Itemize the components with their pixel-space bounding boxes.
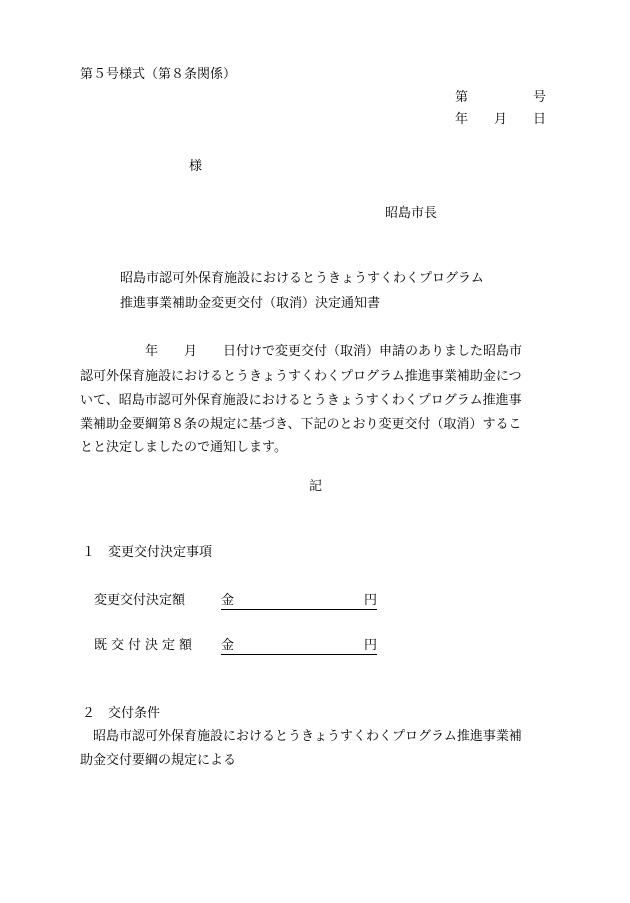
sender-name: 昭島市長 [385,206,438,221]
document-date: 年 月 日 [455,112,547,127]
body-line: いて、昭島市認可外保育施設におけるとうきょうすくわくプログラム推進事 [80,393,522,408]
ki-mark: 記 [309,479,323,494]
changed-amount-value: 金 円 [221,593,378,608]
recipient-honorific: 様 [189,159,203,174]
section1-heading: １ 変更交付決定事項 [82,545,213,560]
section2-heading: ２ 交付条件 [82,706,161,721]
section2-line: 助金交付要綱の規定による [80,753,237,768]
document-number: 第 号 [455,90,547,105]
body-line: 認可外保育施設におけるとうきょうすくわくプログラム推進事業補助金につ [80,369,522,384]
body-line: とと決定しましたので通知します。 [80,440,287,455]
changed-amount-label: 変更交付決定額 [94,593,186,608]
body-line: 年 月 日付けで変更交付（取消）申請のありました昭島市 [80,344,523,359]
document-title-line2: 推進事業補助金変更交付（取消）決定通知書 [120,296,381,311]
form-label: 第５号様式（第８条関係） [80,67,237,82]
document-title-line1: 昭島市認可外保育施設におけるとうきょうすくわくプログラム [120,271,484,286]
body-line: 業補助金要綱第８条の規定に基づき、下記のとおり変更交付（取消）するこ [80,417,522,432]
existing-amount-label: 既交付決定額 [94,638,197,653]
existing-amount-value: 金 円 [221,638,378,653]
section2-line: 昭島市認可外保育施設におけるとうきょうすくわくプログラム推進事業補 [80,729,522,744]
